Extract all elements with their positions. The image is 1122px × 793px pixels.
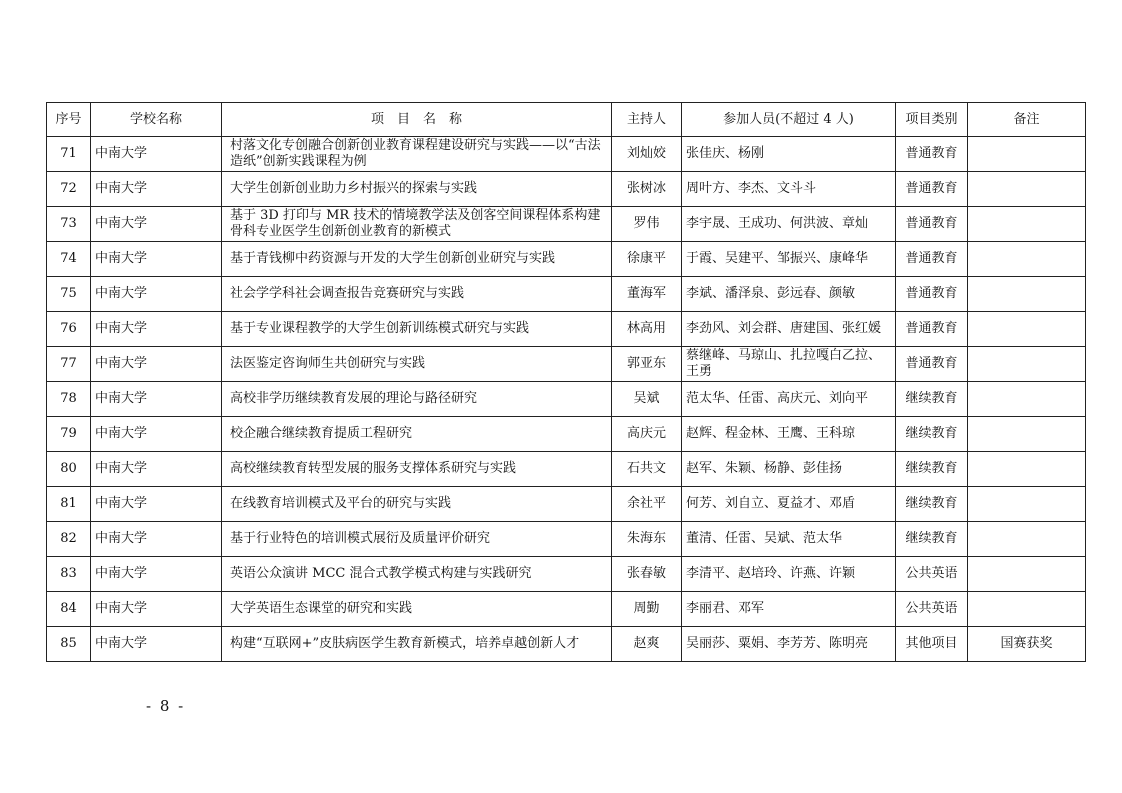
project-table-wrapper [46, 102, 1085, 662]
cell-host: 吴斌 [612, 382, 682, 417]
table-row [47, 137, 1086, 172]
cell-project: 英语公众演讲 MCC 混合式教学模式构建与实践研究 [222, 557, 612, 592]
cell-members: 赵辉、程金林、王鹰、王科琼 [682, 417, 896, 452]
table-row [47, 522, 1086, 557]
table-header [47, 103, 1086, 137]
cell-note [968, 522, 1086, 557]
header-host: 主持人 [612, 103, 682, 137]
table-row [47, 557, 1086, 592]
table-row [47, 207, 1086, 242]
cell-project: 构建“互联网+”皮肤病医学生教育新模式，培养卓越创新人才 [222, 627, 612, 662]
cell-note [968, 137, 1086, 172]
cell-school: 中南大学 [91, 522, 222, 557]
cell-note [968, 452, 1086, 487]
header-no: 序号 [47, 103, 91, 137]
cell-no: 75 [47, 277, 91, 312]
table-row [47, 417, 1086, 452]
cell-category: 公共英语 [896, 557, 968, 592]
header-row [47, 103, 1086, 137]
cell-note [968, 487, 1086, 522]
cell-school: 中南大学 [91, 627, 222, 662]
project-table [46, 102, 1086, 662]
cell-host: 赵爽 [612, 627, 682, 662]
cell-host: 罗伟 [612, 207, 682, 242]
cell-project: 大学生创新创业助力乡村振兴的探索与实践 [222, 172, 612, 207]
cell-school: 中南大学 [91, 452, 222, 487]
cell-school: 中南大学 [91, 347, 222, 382]
cell-note: 国赛获奖 [968, 627, 1086, 662]
cell-note [968, 382, 1086, 417]
cell-host: 张春敏 [612, 557, 682, 592]
cell-note [968, 172, 1086, 207]
table-row [47, 382, 1086, 417]
cell-members: 赵军、朱颖、杨静、彭佳扬 [682, 452, 896, 487]
cell-school: 中南大学 [91, 277, 222, 312]
cell-no: 78 [47, 382, 91, 417]
cell-school: 中南大学 [91, 242, 222, 277]
cell-category: 普通教育 [896, 242, 968, 277]
cell-host: 高庆元 [612, 417, 682, 452]
cell-project: 基于 3D 打印与 MR 技术的情境教学法及创客空间课程体系构建骨科专业医学生创新创业教育的新模式 [222, 207, 612, 242]
cell-host: 张树冰 [612, 172, 682, 207]
cell-host: 石共文 [612, 452, 682, 487]
cell-no: 73 [47, 207, 91, 242]
cell-project: 基于行业特色的培训模式展衍及质量评价研究 [222, 522, 612, 557]
cell-note [968, 277, 1086, 312]
cell-note [968, 557, 1086, 592]
cell-members: 李丽君、邓军 [682, 592, 896, 627]
cell-school: 中南大学 [91, 417, 222, 452]
cell-no: 81 [47, 487, 91, 522]
page-number: - 8 - [146, 697, 186, 715]
cell-host: 林高用 [612, 312, 682, 347]
cell-note [968, 242, 1086, 277]
cell-members: 周叶方、李杰、文斗斗 [682, 172, 896, 207]
cell-category: 普通教育 [896, 312, 968, 347]
cell-host: 刘灿姣 [612, 137, 682, 172]
cell-note [968, 592, 1086, 627]
cell-members: 蔡继峰、马琼山、扎拉嘎白乙拉、王勇 [682, 347, 896, 382]
cell-project: 法医鉴定咨询师生共创研究与实践 [222, 347, 612, 382]
cell-category: 继续教育 [896, 487, 968, 522]
cell-school: 中南大学 [91, 207, 222, 242]
cell-school: 中南大学 [91, 592, 222, 627]
cell-category: 继续教育 [896, 382, 968, 417]
cell-members: 张佳庆、杨刚 [682, 137, 896, 172]
cell-project: 社会学学科社会调查报告竞赛研究与实践 [222, 277, 612, 312]
cell-host: 余社平 [612, 487, 682, 522]
cell-category: 普通教育 [896, 172, 968, 207]
cell-category: 继续教育 [896, 417, 968, 452]
cell-members: 李清平、赵培玲、许燕、许颖 [682, 557, 896, 592]
cell-members: 李宇晟、王成功、何洪波、章灿 [682, 207, 896, 242]
header-members: 参加人员(不超过 4 人) [682, 103, 896, 137]
cell-school: 中南大学 [91, 382, 222, 417]
cell-no: 82 [47, 522, 91, 557]
cell-members: 何芳、刘自立、夏益才、邓盾 [682, 487, 896, 522]
header-project: 项 目 名 称 [222, 103, 612, 137]
header-school: 学校名称 [91, 103, 222, 137]
cell-members: 吴丽莎、粟娟、李芳芳、陈明亮 [682, 627, 896, 662]
table-row [47, 487, 1086, 522]
cell-project: 基于专业课程教学的大学生创新训练模式研究与实践 [222, 312, 612, 347]
cell-no: 77 [47, 347, 91, 382]
cell-no: 76 [47, 312, 91, 347]
table-row [47, 242, 1086, 277]
cell-host: 周勤 [612, 592, 682, 627]
table-row [47, 347, 1086, 382]
table-row [47, 592, 1086, 627]
cell-members: 李斌、潘泽泉、彭远春、颜敏 [682, 277, 896, 312]
table-row [47, 277, 1086, 312]
cell-category: 继续教育 [896, 522, 968, 557]
cell-category: 其他项目 [896, 627, 968, 662]
cell-no: 74 [47, 242, 91, 277]
cell-category: 普通教育 [896, 347, 968, 382]
cell-school: 中南大学 [91, 172, 222, 207]
table-body [47, 137, 1086, 662]
cell-members: 董清、任雷、吴斌、范太华 [682, 522, 896, 557]
cell-project: 在线教育培训模式及平台的研究与实践 [222, 487, 612, 522]
cell-host: 朱海东 [612, 522, 682, 557]
cell-no: 72 [47, 172, 91, 207]
table-row [47, 172, 1086, 207]
cell-category: 公共英语 [896, 592, 968, 627]
cell-members: 李劲风、刘会群、唐建国、张红媛 [682, 312, 896, 347]
header-category: 项目类别 [896, 103, 968, 137]
cell-project: 高校非学历继续教育发展的理论与路径研究 [222, 382, 612, 417]
cell-project: 校企融合继续教育提质工程研究 [222, 417, 612, 452]
cell-category: 普通教育 [896, 277, 968, 312]
table-row [47, 452, 1086, 487]
cell-members: 于霞、吴建平、邹振兴、康峰华 [682, 242, 896, 277]
cell-no: 71 [47, 137, 91, 172]
cell-project: 高校继续教育转型发展的服务支撑体系研究与实践 [222, 452, 612, 487]
cell-note [968, 417, 1086, 452]
cell-note [968, 347, 1086, 382]
cell-project: 大学英语生态课堂的研究和实践 [222, 592, 612, 627]
cell-no: 80 [47, 452, 91, 487]
cell-no: 79 [47, 417, 91, 452]
table-row [47, 627, 1086, 662]
cell-host: 徐康平 [612, 242, 682, 277]
cell-no: 85 [47, 627, 91, 662]
cell-school: 中南大学 [91, 312, 222, 347]
cell-host: 董海军 [612, 277, 682, 312]
cell-school: 中南大学 [91, 557, 222, 592]
cell-no: 84 [47, 592, 91, 627]
cell-project: 村落文化专创融合创新创业教育课程建设研究与实践——以“古法造纸”创新实践课程为例 [222, 137, 612, 172]
cell-category: 继续教育 [896, 452, 968, 487]
cell-host: 郭亚东 [612, 347, 682, 382]
cell-no: 83 [47, 557, 91, 592]
header-note: 备注 [968, 103, 1086, 137]
cell-members: 范太华、任雷、高庆元、刘向平 [682, 382, 896, 417]
cell-note [968, 207, 1086, 242]
cell-category: 普通教育 [896, 207, 968, 242]
table-row [47, 312, 1086, 347]
cell-school: 中南大学 [91, 137, 222, 172]
cell-school: 中南大学 [91, 487, 222, 522]
cell-category: 普通教育 [896, 137, 968, 172]
cell-note [968, 312, 1086, 347]
cell-project: 基于青钱柳中药资源与开发的大学生创新创业研究与实践 [222, 242, 612, 277]
